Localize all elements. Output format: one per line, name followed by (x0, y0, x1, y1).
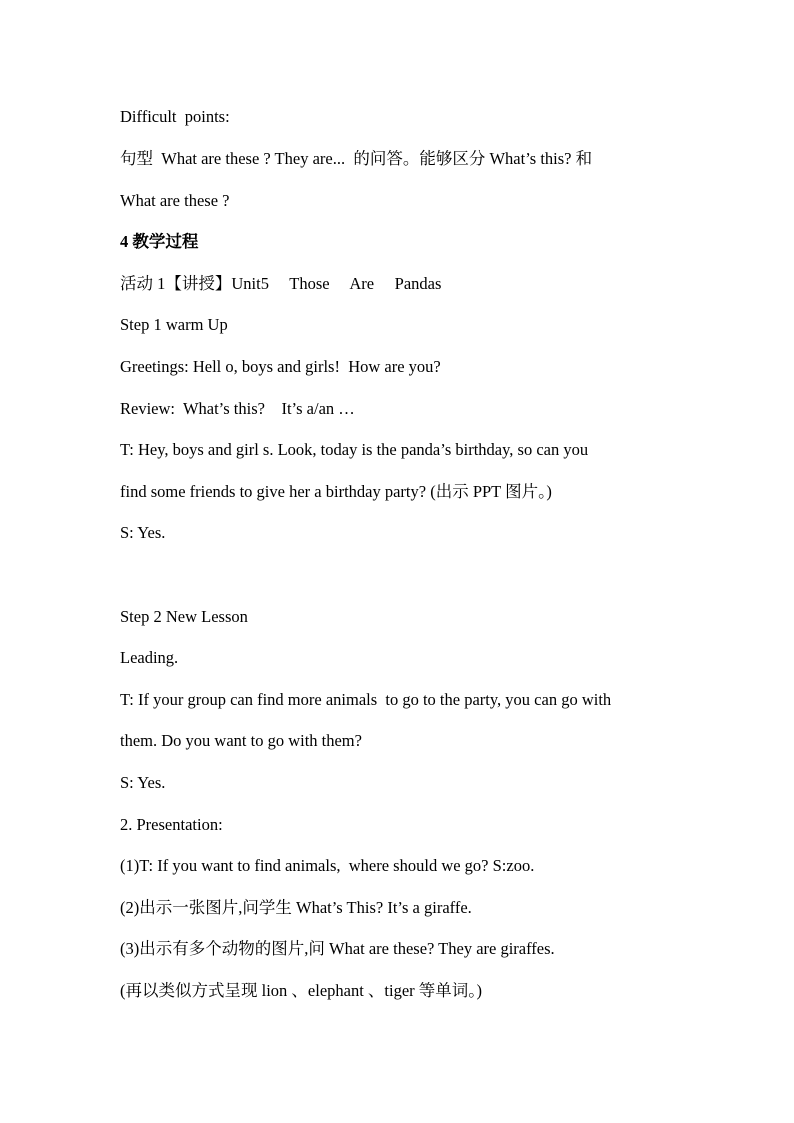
student-response-1: S: Yes. (120, 523, 166, 542)
activity-title: 活动 1【讲授】Unit5 Those Are Pandas (120, 274, 442, 293)
teacher-line-2: T: If your group can find more animals to go to the party, you can go with (120, 690, 612, 709)
leading-label: Leading. (120, 648, 179, 667)
teacher-line-2-continued: them. Do you want to go with them? (120, 731, 362, 750)
section-heading-teaching-process: 4 教学过程 (120, 232, 199, 251)
difficult-points-text: 句型 What are these ? They are... 的问答。能够区分 What’s this? 和 (120, 149, 593, 168)
review-line: Review: What’s this? It’s a/an … (120, 399, 355, 418)
difficult-points-text-continued: What are these ? (120, 191, 230, 210)
presentation-heading: 2. Presentation: (120, 815, 223, 834)
presentation-item-2: (2)出示一张图片,问学生 What’s This? It’s a giraffe. (120, 898, 472, 917)
student-response-2: S: Yes. (120, 773, 166, 792)
step-2-heading: Step 2 New Lesson (120, 607, 248, 626)
difficult-points-heading: Difficult points: (120, 107, 230, 126)
presentation-item-1: (1)T: If you want to find animals, where should we go? S:zoo. (120, 856, 535, 875)
presentation-item-3: (3)出示有多个动物的图片,问 What are these? They are giraffes. (120, 939, 555, 958)
presentation-note: (再以类似方式呈现 lion 、elephant 、tiger 等单词。) (120, 981, 483, 1000)
step-1-heading: Step 1 warm Up (120, 315, 228, 334)
teacher-line-1: T: Hey, boys and girl s. Look, today is the panda’s birthday, so can you (120, 440, 589, 459)
teacher-line-1-continued: find some friends to give her a birthday party? (出示 PPT 图片。) (120, 482, 552, 501)
greetings-line: Greetings: Hell o, boys and girls! How are you? (120, 357, 441, 376)
